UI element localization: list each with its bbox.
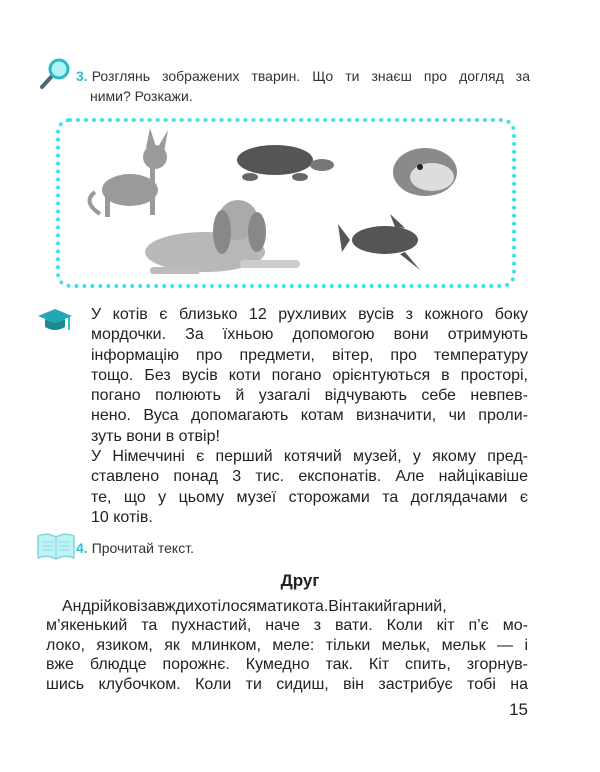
puppy-image [145,200,300,274]
task-text: ними? Розкажи. [90,88,193,104]
graduation-cap-icon [36,308,74,336]
text-line: тощо. Без вусів коти погано орієнтуються в просторі, [91,366,528,384]
turtle-image [237,145,334,181]
text-line: інформацію про предмети, вітер, про температуру [91,346,528,364]
story-title: Друг [280,571,320,590]
text-line: зуть вони в отвір! [91,427,220,445]
open-book-icon [36,532,76,560]
text-line: 10 котів. [91,508,153,526]
text-line: мордочки. За їхньою допомогою вони отримують [91,326,528,344]
text-line: погано полюють й узагалі відчувають себе невпев- [91,387,528,405]
sphynx-cat-image [90,128,168,217]
task-text: Прочитай текст. [91,540,194,556]
task-number: 4. [76,540,88,556]
fact-paragraph [91,305,528,528]
text-line: м’якенький та пухнастий, наче з вати. Коли кіт п’є мо- [46,617,528,635]
text-line: У котів є близько 12 рухливих вусів з кожного боку [91,306,528,323]
text-line: шись клубочком. Коли ти сидиш, він застрибує тобі на [46,675,528,693]
task-3 [76,66,530,106]
magnifier-icon [38,57,72,91]
text-line: ставлено понад 3 тис. експонатів. Але найцікавіше [91,468,528,486]
page-number: 15 [509,700,528,719]
text-line: У Німеччині є перший котячий музей, у якому пред- [91,448,528,466]
text-line: Андрійковізавждихотілосяматикота.Вінтакийгарний, [62,598,447,615]
text-line: те, що у цьому музеї сторожами та доглядачами є [91,488,528,506]
text-line: вже блюдце порожнє. Кумедно так. Кіт спить, згорнув- [46,656,528,674]
hamster-image [393,148,457,196]
fish-image [338,214,420,270]
text-line: нено. Вуса допомагають котам визначити, чи проли- [91,407,528,425]
task-number: 3. [76,68,88,84]
task-text: Розглянь зображених тварин. Що ти знаєш про догляд за [91,68,530,84]
story-text [46,597,528,694]
text-line: локо, язиком, як млинком, меле: тільки мельк, мельк — і [46,636,528,654]
task-4 [76,538,194,558]
animal-photos [60,122,512,284]
